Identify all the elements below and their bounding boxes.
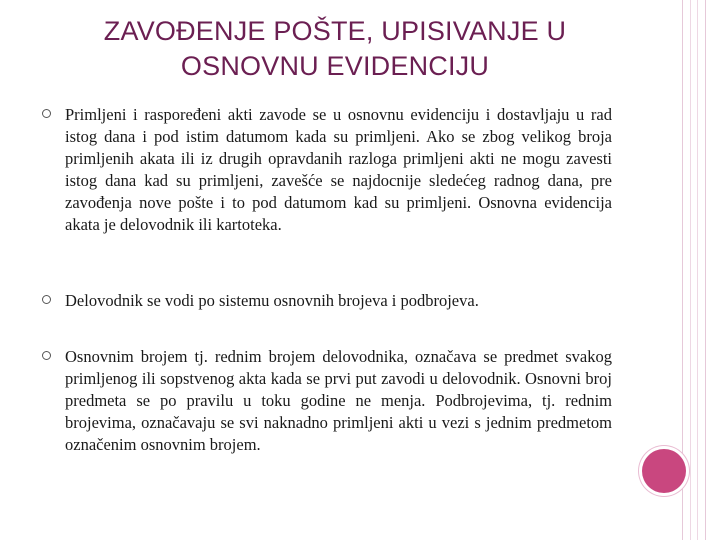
bullet-circle-icon — [42, 109, 51, 118]
slide-title-line-1: ZAVOĐENJE POŠTE, UPISIVANJE U — [103, 16, 567, 46]
decorative-side-rail — [682, 0, 706, 540]
slide-title — [40, 14, 630, 84]
rail-line — [697, 0, 698, 540]
slide-title-line-2: OSNOVNU EVIDENCIJU — [180, 51, 490, 81]
bullet-circle-icon — [42, 351, 51, 360]
rail-line — [690, 0, 691, 540]
decorative-orb — [642, 449, 686, 493]
bullet-circle-icon — [42, 295, 51, 304]
bullet-text: Delovodnik se vodi po sistemu osnovnih brojeva i podbrojeva. — [65, 291, 479, 310]
bullet-text: Primljeni i raspoređeni akti zavode se u osnovnu evidenciju i dostavljaju u rad istog dana i pod istim datumom kada su primljeni. Ako se zbog velikog broja primljenih akata ili iz drugih opravdanih razloga primljeni akti ne mogu zavesti istog dana kad su primljeni, zavešće se najdocnije sledećeg radnog dana, pre zavođenja nove pošte i to pod datumom kad su primljeni. Osnovna evidencija akata je delovodnik ili kartoteka. — [65, 105, 612, 234]
bullet-text: Osnovnim brojem tj. rednim brojem delovodnika, označava se predmet svakog primljenog ili sopstvenog akta kada se prvi put zavodi u delovodnik. Osnovni broj predmeta se po pravilu u toku godine ne menja. Podbrojevima, tj. rednim brojevima, označavaju se svi naknadno primljeni akti u vezi s jednim predmetom označenim osnovnim brojem. — [65, 347, 612, 454]
